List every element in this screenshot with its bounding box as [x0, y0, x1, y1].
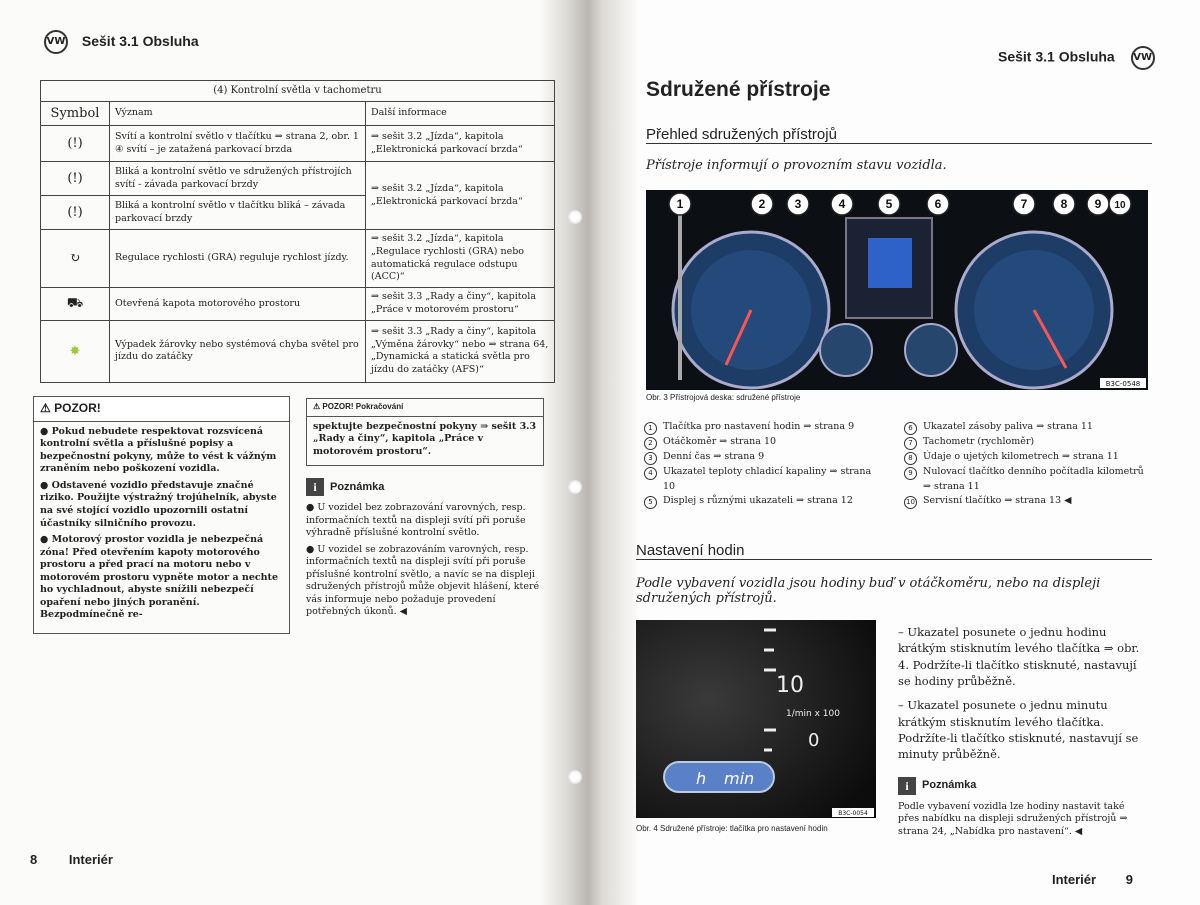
table-title: (4) Kontrolní světla v tachometru [41, 81, 555, 102]
left-header [44, 30, 199, 54]
note-heading: i Poznámka [306, 478, 542, 496]
callout-7: 7 [1020, 197, 1028, 211]
row-info: ⇒ sešit 3.3 „Rady a činy“, kapitola „Práce v motorovém prostoru“ [366, 288, 555, 321]
right-footer [1052, 872, 1133, 887]
row-meaning: Výpadek žárovky nebo systémová chyba světel pro jízdu do zatáčky [110, 320, 366, 382]
callout-1: 1 [676, 197, 684, 211]
warning-box [33, 396, 290, 634]
legend-item: 3 Denní čas ⇒ strana 9 [644, 450, 884, 465]
temp-gauge [820, 324, 872, 376]
minute-label: min [724, 769, 755, 788]
hour-label: h [696, 769, 707, 788]
legend-left [644, 420, 884, 509]
left-header-text: Sešit 3.1 Obsluha [81, 32, 199, 49]
bulb-failure-icon: ✸ [41, 320, 110, 382]
row-meaning: Bliká a kontrolní světlo ve sdružených přístrojích svítí - závada parkovací brzdy [110, 162, 366, 196]
table-row [41, 230, 555, 288]
row-info: ⇒ sešit 3.3 „Rady a činy“, kapitola „Výměna žárovky“ nebo ⇒ strana 64, „Dynamická a statická světla pro jízdu do zatáčky (AFS)“ [366, 320, 555, 382]
warning-para: ● Motorový prostor vozidla je nebezpečná zóna! Před otevřením kapoty motorového prostoru a před prací na motoru nebo v motorovém prostoru vypněte motor a nechte ho vychladnout, abyste snížili nebezpečí opaření nebo jiných poranění. Bezpodmínečně re- [40, 534, 278, 621]
hood-open-icon: ⛟ [41, 288, 110, 321]
binder-hole [568, 770, 582, 784]
instruction-step: – Ukazatel posunete o jednu hodinu krátkým stisknutím levého tlačítka ⇒ obr. 4. Podržíte-li tlačítko stisknuté, nastavují se hodiny průběžně. [898, 625, 1140, 688]
fuel-gauge [905, 324, 957, 376]
legend-right [904, 420, 1144, 509]
warning-cont-text: spektujte bezpečnostní pokyny ⇒ sešit 3.3 „Rady a činy“, kapitola „Práce v motorovém prostoru“. [313, 420, 537, 457]
footer-title: Interiér [68, 852, 113, 867]
vw-logo-icon: VW [44, 30, 68, 54]
callout-6: 6 [934, 197, 942, 211]
table-row [41, 162, 555, 196]
clock-buttons-photo [636, 620, 876, 818]
lead-text: Přístroje informují o provozním stavu vozidla. [646, 158, 947, 173]
lead-text: Podle vybavení vozidla jsou hodiny buď v otáčkoměru, nebo na displeji sdružených přístrojů. [636, 576, 1101, 606]
page-number: 8 [30, 852, 38, 867]
callout-3: 3 [794, 197, 802, 211]
instruction-step: – Ukazatel posunete o jednu minutu krátkým stisknutím levého tlačítka. Podržíte-li tlačítko stisknuté, nastavují se minuty průběžně. [898, 698, 1139, 762]
info-icon: i [306, 478, 324, 496]
page-gutter [540, 0, 640, 905]
footer-title: Interiér [1052, 872, 1097, 887]
legend-item: 2 Otáčkoměr ⇒ strana 10 [644, 435, 884, 450]
table-row [41, 126, 555, 162]
info-icon: i [898, 777, 916, 795]
warning-triangle-icon: ⚠ [40, 401, 51, 415]
clock-instructions [898, 624, 1148, 838]
warning-para: ● Pokud nebudete respektovat rozsvícená kontrolní světla a příslušné popisy a bezpečnostní pokyny, může to vést k vážným zraněním nebo poškození vozidla. [40, 425, 277, 475]
page-title: Sdružené přístroje [646, 78, 831, 101]
table-row [41, 288, 555, 321]
binder-hole [568, 480, 582, 494]
note-para: ● U vozidel bez zobrazování varovných, resp. informačních textů na displeji svítí při poruše výhradně příslušné kontrolní světlo. [306, 502, 526, 539]
row-meaning: Regulace rychlosti (GRA) reguluje rychlost jízdy. [110, 230, 366, 288]
warning-para: ● Odstavené vozidlo představuje značné riziko. Použijte výstražný trojúhelník, abyste na své stojící vozidlo upozornili ostatní účastníky silničního provozu. [40, 479, 277, 529]
cluster-svg [646, 190, 1148, 390]
clock-button [664, 762, 774, 792]
photo-0: 0 [808, 730, 820, 751]
legend-item: 4 Ukazatel teploty chladicí kapaliny ⇒ strana 10 [644, 465, 884, 494]
callout-2: 2 [758, 197, 766, 211]
callout-5: 5 [885, 197, 893, 211]
warning-cont-title: ⚠ POZOR! Pokračování [307, 399, 543, 417]
legend-item: 8 Údaje o ujetých kilometrech ⇒ strana 11 [904, 450, 1144, 465]
row-info: ⇒ sešit 3.2 „Jízda“, kapitola „Elektronická parkovací brzda“ [366, 126, 555, 162]
legend-item: 1 Tlačítka pro nastavení hodin ⇒ strana 9 [644, 420, 884, 435]
left-note [306, 478, 542, 619]
left-footer [30, 852, 113, 867]
warning-title: ⚠ POZOR! [34, 397, 289, 422]
photo-svg [636, 620, 876, 818]
note-para: ● U vozidel se zobrazováním varovných, resp. informačních textů na displeji svítí při poruše příslušné kontrolní světlo, a navíc se na displeji sdružených přístrojů může objevit hlášení, které vás informuje nebo požaduje provedení potřebných úkonů. ◀ [306, 543, 540, 618]
figure-code: B3C-0054 [838, 810, 868, 817]
right-header [998, 46, 1155, 70]
callout-10: 10 [1114, 200, 1126, 211]
brake-warning-icon: (!) [41, 162, 110, 196]
warning-lights-table [40, 80, 555, 383]
figure-code: B3C-0548 [1105, 380, 1141, 388]
vw-logo-icon: VW [1131, 46, 1155, 70]
callout-4: 4 [838, 197, 846, 211]
brake-warning-icon: (!) [41, 196, 110, 230]
legend-item: 6 Ukazatel zásoby paliva ⇒ strana 11 [904, 420, 1144, 435]
instrument-cluster-figure [646, 190, 1148, 390]
row-info: ⇒ sešit 3.2 „Jízda“, kapitola „Regulace rychlosti (GRA) nebo automatická regulace odstupu (ACC)“ [366, 230, 555, 288]
brake-warning-icon: (!) [41, 126, 110, 162]
callout-9: 9 [1094, 197, 1102, 211]
callout-8: 8 [1060, 197, 1068, 211]
legend-item: 5 Displej s různými ukazateli ⇒ strana 12 [644, 494, 884, 509]
row-meaning: Svítí a kontrolní světlo v tlačítku ⇒ strana 2, obr. 1 ④ svítí – je zatažená parkovací brzda [110, 126, 366, 162]
photo-10: 10 [776, 673, 804, 698]
note-heading: i Poznámka [898, 777, 1148, 795]
col-meaning: Význam [110, 101, 366, 126]
figure-caption: Obr. 3 Přístrojová deska: sdružené přístroje [646, 393, 801, 402]
section-heading: Nastavení hodin [636, 542, 1152, 560]
legend-item: 7 Tachometr (rychloměr) [904, 435, 1144, 450]
page-number: 9 [1125, 872, 1133, 887]
col-symbol: Symbol [41, 101, 110, 126]
row-meaning: Otevřená kapota motorového prostoru [110, 288, 366, 321]
table-row [41, 320, 555, 382]
row-meaning: Bliká a kontrolní světlo v tlačítku bliká – závada parkovací brzdy [110, 196, 366, 230]
right-header-text: Sešit 3.1 Obsluha [998, 48, 1115, 65]
cruise-control-icon: ↻ [41, 230, 110, 288]
col-info: Další informace [366, 101, 555, 126]
warning-triangle-icon: ⚠ [313, 402, 321, 411]
warning-continued-box [306, 398, 544, 466]
row-info: ⇒ sešit 3.2 „Jízda“, kapitola „Elektronická parkovací brzda“ [366, 162, 555, 230]
note-text: Podle vybavení vozidla lze hodiny nastavit také přes nabídku na displeji sdružených přístrojů ⇒ strana 24, „Nabídka pro nastavení“. ◀ [898, 800, 1128, 837]
binder-hole [568, 210, 582, 224]
photo-unit: 1/min x 100 [786, 709, 840, 719]
legend-item: 9 Nulovací tlačítko denního počítadla kilometrů ⇒ strana 11 [904, 465, 1144, 494]
section-heading: Přehled sdružených přístrojů [646, 126, 1152, 144]
legend-item: 10 Servisní tlačítko ⇒ strana 13 ◀ [904, 494, 1144, 509]
figure-caption: Obr. 4 Sdružené přístroje: tlačítka pro nastavení hodin [636, 824, 828, 833]
